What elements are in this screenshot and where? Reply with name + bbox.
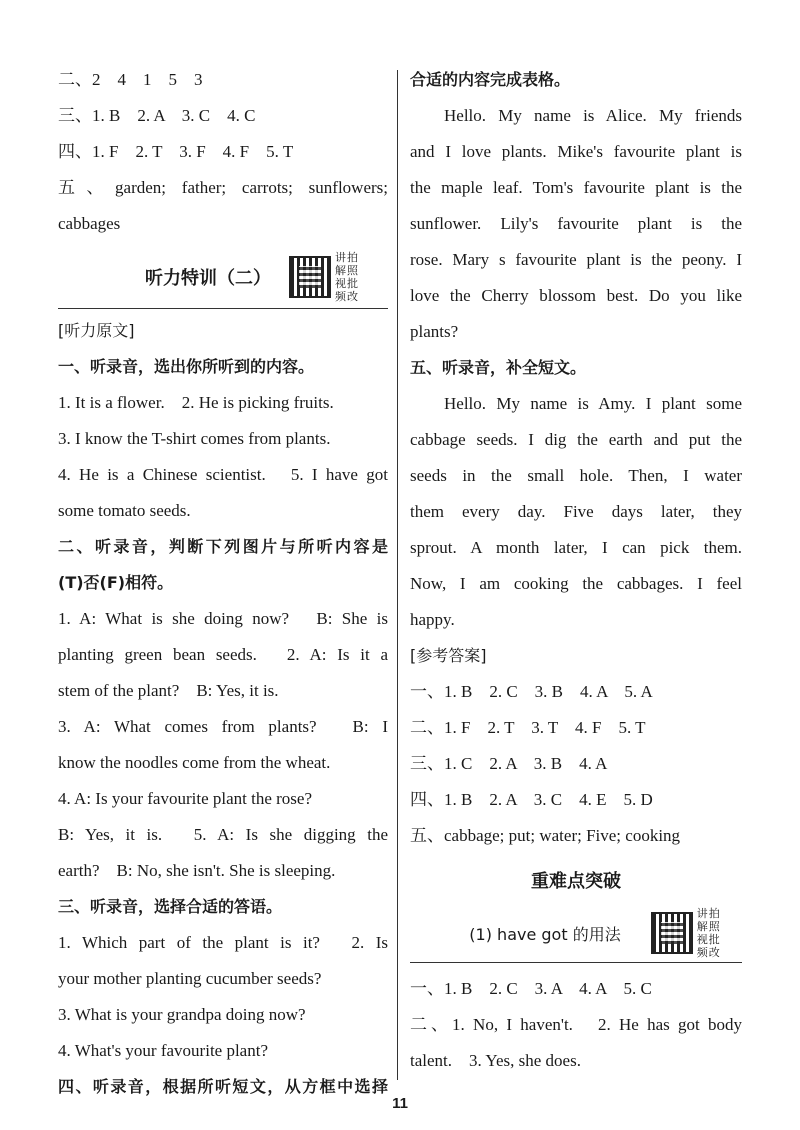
passage-line: cabbage seeds. I dig the earth and put the (410, 430, 742, 449)
transcript-line: 4. He is a Chinese scientist. 5. I have got (58, 465, 388, 484)
qr-code-icon (651, 912, 693, 954)
question-heading: 三、听录音，选择合适的答语。 (58, 897, 283, 916)
answer-line: 一、1. B 2. C 3. B 4. A 5. A (410, 682, 653, 701)
answer-line: 四、1. F 2. T 3. F 4. F 5. T (58, 142, 294, 161)
transcript-line: 4. What's your favourite plant? (58, 1041, 268, 1060)
answer-line: 二、1. No, I haven't. 2. He has got body (410, 1015, 742, 1034)
passage-line: plants? (410, 322, 459, 341)
transcript-line: 4. A: Is your favourite plant the rose? (58, 789, 312, 808)
transcript-line: know the noodles come from the wheat. (58, 753, 331, 772)
transcript-line: 1. Which part of the plant is it? 2. Is (58, 933, 388, 952)
left-column (58, 62, 388, 1105)
transcript-header: [听力原文] (58, 321, 135, 340)
column-divider (397, 70, 398, 1080)
passage-line: Hello. My name is Alice. My friends (444, 106, 742, 125)
section-title: 重难点突破 (531, 871, 621, 892)
question-heading: 一、听录音，选出你所听到的内容。 (58, 357, 315, 376)
right-column (410, 62, 742, 1079)
answer-line: 五、cabbage; put; water; Five; cooking (410, 826, 681, 845)
page-number: 11 (392, 1095, 408, 1112)
subsection-title: (1) have got 的用法 (469, 924, 621, 944)
question-heading: 四、听录音，根据所听短文，从方框中选择 (58, 1077, 388, 1096)
transcript-line: 1. A: What is she doing now? B: She is (58, 609, 388, 628)
passage-line: Now, I am cooking the cabbages. I feel (410, 574, 742, 593)
transcript-line: planting green bean seeds. 2. A: Is it a (58, 645, 388, 664)
transcript-line: some tomato seeds. (58, 501, 191, 520)
transcript-line: earth? B: No, she isn't. She is sleeping. (58, 861, 336, 880)
answer-header: [参考答案] (410, 646, 487, 665)
passage-line: the maple leaf. Tom's favourite plant is the (410, 178, 742, 197)
subsection-header (410, 904, 742, 963)
qr-code-icon (289, 256, 331, 298)
transcript-line: 3. A: What comes from plants? B: I (58, 717, 388, 736)
answer-line: 二、2 4 1 5 3 (58, 70, 203, 89)
qr-caption: 讲拍解照视批频改 (696, 907, 721, 959)
answer-line: 三、1. C 2. A 3. B 4. A (410, 754, 608, 773)
question-heading: (T)否(F)相符。 (58, 573, 174, 592)
question-heading: 五、听录音，补全短文。 (410, 358, 587, 377)
passage-line: Hello. My name is Amy. I plant some (444, 394, 742, 413)
transcript-line: 3. I know the T-shirt comes from plants. (58, 429, 331, 448)
section-header (58, 246, 388, 309)
passage-line: seeds in the small hole. Then, I water (410, 466, 742, 485)
passage-line: them every day. Five days later, they (410, 502, 742, 521)
answer-line: cabbages (58, 214, 121, 233)
passage-line: love the Cherry blossom best. Do you like (410, 286, 742, 305)
passage-line: and I love plants. Mike's favourite plant is (410, 142, 742, 161)
answer-line: 四、1. B 2. A 3. C 4. E 5. D (410, 790, 653, 809)
passage-line: happy. (410, 610, 455, 629)
section-title: 听力特训（二） (145, 268, 271, 289)
transcript-line: 3. What is your grandpa doing now? (58, 1005, 306, 1024)
transcript-line: your mother planting cucumber seeds? (58, 969, 322, 988)
transcript-line: stem of the plant? B: Yes, it is. (58, 681, 279, 700)
passage-line: sunflower. Lily's favourite plant is the (410, 214, 742, 233)
qr-caption: 讲拍解照视批频改 (335, 251, 359, 303)
answer-line: 二、1. F 2. T 3. T 4. F 5. T (410, 718, 646, 737)
transcript-line: 1. It is a flower. 2. He is picking fruits. (58, 393, 334, 412)
answer-line: 五、garden; father; carrots; sunflowers; (58, 178, 388, 197)
passage-line: sprout. A month later, I can pick them. (410, 538, 742, 557)
question-heading: 合适的内容完成表格。 (410, 70, 571, 89)
question-heading: 二、听录音，判断下列图片与所听内容是 (58, 537, 388, 556)
passage-line: rose. Mary s favourite plant is the peony. I (410, 250, 742, 269)
answer-line: 三、1. B 2. A 3. C 4. C (58, 106, 256, 125)
answer-line: 一、1. B 2. C 3. A 4. A 5. C (410, 979, 652, 998)
transcript-line: B: Yes, it is. 5. A: Is she digging the (58, 825, 388, 844)
answer-line: talent. 3. Yes, she does. (410, 1051, 581, 1070)
